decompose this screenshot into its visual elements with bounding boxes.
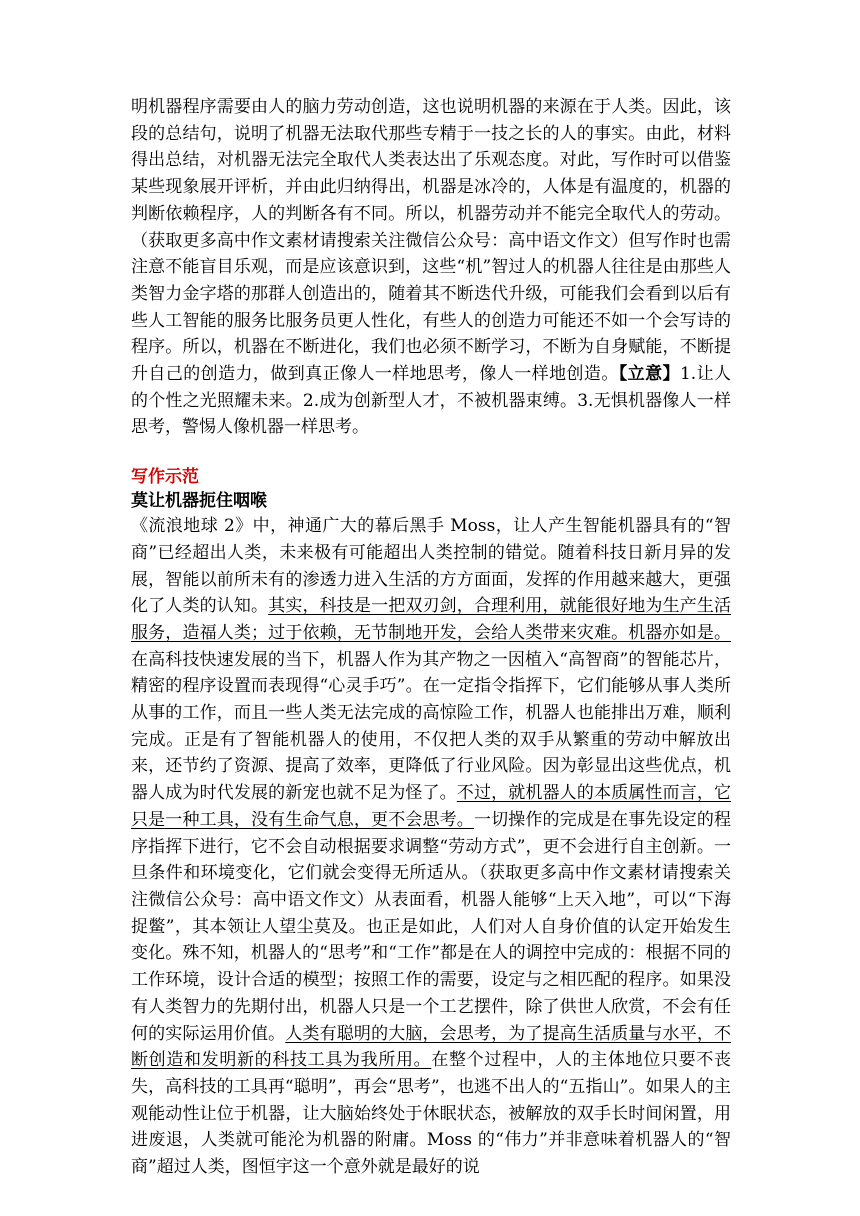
essay-sentence: 《流浪地球 2》中，神通广大的幕后黑手 Moss，让人产生智能机器具有的“智商”已经超出人类，未来极有可能超出人类控制的错觉。随着科技日新月异的发展，智能以前所未有的渗透力进入生活的方方面面，发挥的作用越来越大，更强化了人类的认知。 bbox=[131, 516, 731, 617]
essay-sentence: 在高科技快速发展的当下，机器人作为其产物之一因植入“高智商”的智能芯片，精密的程序设置而表现得“心灵手巧”。在一定指令指挥下，它们能够从事人类所从事的工作，而且一些人类无法完成的高惊险工作，机器人也能排出万难，顺利完成。正是有了智能机器人的使用，不仅把人类的双手从繁重的劳动中解放出来，还节约了资源、提高了效率，更降低了行业风险。因为彰显出这些优点，机器人成为时代发展的新宠也就不足为怪了。 bbox=[131, 649, 731, 804]
lizhi-label: 【立意】 bbox=[618, 364, 680, 385]
analysis-text: 明机器程序需要由人的脑力劳动创造，这也说明机器的来源在于人类。因此，该段的总结句，说明了机器无法取代那些专精于一技之长的人的事实。由此，材料得出总结，对机器无法完全取代人类表达出了乐观态度。对此，写作时可以借鉴某些现象展开评析，并由此归纳得出，机器是冰冷的，人体是有温度的，机器的判断依赖程序，人的判断各有不同。所以，机器劳动并不能完全取代人的劳动。（获取更多高中作文素材请搜索关注微信公众号：高中语文作文）但写作时也需注意不能盲目乐观，而是应该意识到，这些“机”智过人的机器人往往是由那些人类智力金字塔的那群人创造出的，随着其不断迭代升级，可能我们会看到以后有些人工智能的服务比服务员更人性化，有些人的创造力可能还不如一个会写诗的程序。所以，机器在不断进化，我们也必须不断学习，不断为自身赋能，不断提升自己的创造力，做到真正像人一样地思考，像人一样地创造。 bbox=[131, 97, 731, 385]
document-page bbox=[131, 94, 731, 1181]
essay-sentence: 一切操作的完成是在事先设定的程序指挥下进行，它不会自动根据要求调整“劳动方式”，更不会进行自主创新。一旦条件和环境变化，它们就会变得无所适从。（获取更多高中作文素材请搜索关注微信公众号：高中语文作文）从表面看，机器人能够“上天入地”，可以“下海捉鳖”，其本领让人望尘莫及。也正是如此，人们对人自身价值的认定开始发生变化。殊不知，机器人的“思考”和“工作”都是在人的调控中完成的：根据不同的工作环境，设计合适的模型；按照工作的需要，设定与之相匹配的程序。如果没有人类智力的先期付出，机器人只是一个工艺摆件，除了供世人欣赏，不会有任何的实际运用价值。 bbox=[131, 809, 732, 1044]
analysis-paragraph bbox=[131, 94, 731, 441]
underlined-sentence: 不过，就机器人的本质属性而言，它只是一种工具，没有生命气息，更不会思考。 bbox=[131, 783, 732, 830]
essay-sentence: 在整个过程中，人的主体地位只要不丧失，高科技的工具再“聪明”，再会“思考”，也逃不出人的“五指山”。如果人的主观能动性让位于机器，让大脑始终处于休眠状态，被解放的双手长时间闲置，用进废退，人类就可能沦为机器的附庸。Moss 的“伟力”并非意味着机器人的“智商”超过人类，图恒宇这一个意外就是最好的说 bbox=[131, 1050, 732, 1178]
underlined-sentence: 人类有聪明的大脑，会思考，为了提高生活质量与水平，不断创造和发明新的科技工具为我所用。 bbox=[131, 1023, 732, 1071]
lizhi-content: 1.让人的个性之光照耀未来。2.成为创新型人才，不被机器束缚。3.无惧机器像人一样思考，警惕人像机器一样思考。 bbox=[131, 364, 731, 438]
section-gap bbox=[131, 441, 731, 465]
underlined-sentence: 其实，科技是一把双刃剑，合理利用，就能很好地为生产生活服务，造福人类；过于依赖，无节制地开发，会给人类带来灾难。机器亦如是。 bbox=[131, 596, 732, 643]
essay-paragraph bbox=[131, 513, 731, 1181]
section-title: 写作示范 bbox=[131, 467, 199, 488]
essay-title: 莫让机器扼住咽喉 bbox=[131, 491, 267, 512]
